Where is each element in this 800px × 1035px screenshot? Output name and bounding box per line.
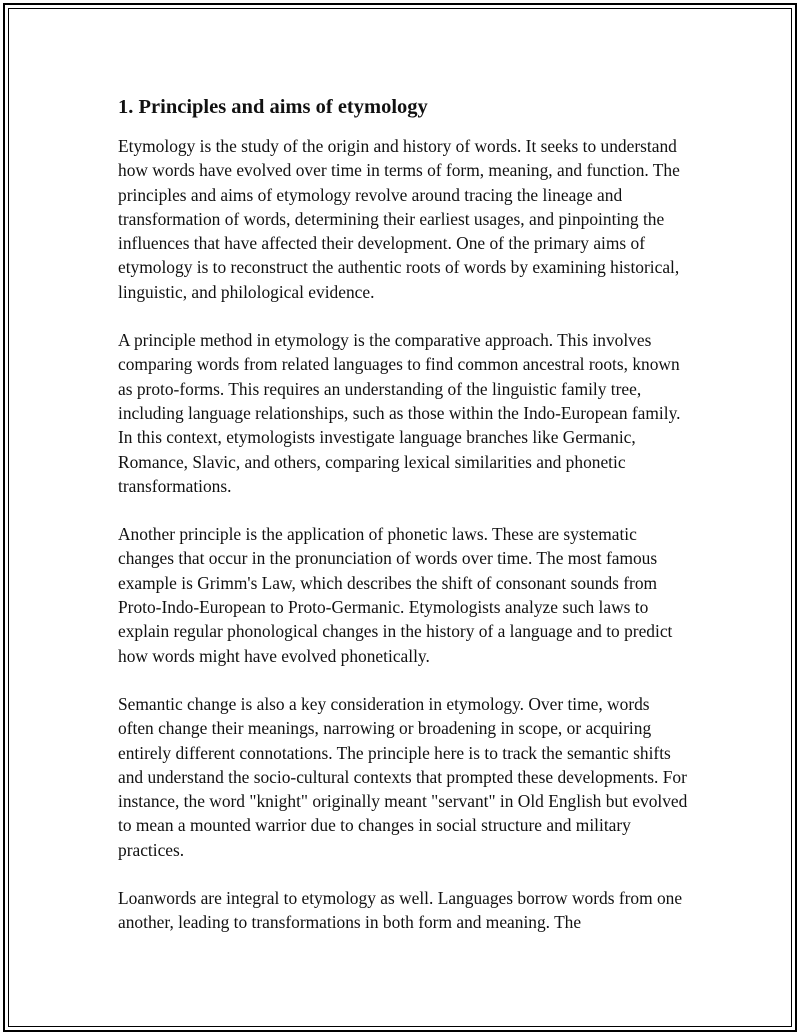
paragraph-comparative-approach: A principle method in etymology is the comparative approach. This involves comparing words from related languages to find common ancestral roots, known as proto-forms. This requires an understanding of the linguistic family tree, including language relationships, such as those within the Indo-European family. In this context, etymologists investigate language branches like Germanic, Romance, Slavic, and others, comparing lexical similarities and phonetic transformations. <box>118 330 681 496</box>
paragraph-loanwords: Loanwords are integral to etymology as well. Languages borrow words from one another, leading to transformations in both form and meaning. The <box>118 888 683 933</box>
paragraph-phonetic-laws: Another principle is the application of phonetic laws. These are systematic changes that occur in the pronunciation of words over time. The most famous example is Grimm's Law, which describes the shift of consonant sounds from Proto-Indo-European to Proto-Germanic. Etymologists analyze such laws to explain regular phonological changes in the history of a language and to predict how words might have evolved phonetically. <box>118 524 673 666</box>
section-heading: 1. Principles and aims of etymology <box>118 96 428 118</box>
paragraph-semantic-change: Semantic change is also a key consideration in etymology. Over time, words often change their meanings, narrowing or broadening in scope, or acquiring entirely different connotations. The principle here is to track the semantic shifts and understand the socio-cultural contexts that prompted these developments. For instance, the word "knight" originally meant "servant" in Old English but evolved to mean a mounted warrior due to changes in social structure and military practices. <box>118 693 688 860</box>
document-body <box>118 93 688 959</box>
paragraph-introduction: Etymology is the study of the origin and history of words. It seeks to understand how words have evolved over time in terms of form, meaning, and function. The principles and aims of etymology revolve around tracing the lineage and transformation of words, determining their earliest usages, and pinpointing the influences that have affected their development. One of the primary aims of etymology is to reconstruct the authentic roots of words by examining historical, linguistic, and philological evidence. <box>118 136 680 302</box>
